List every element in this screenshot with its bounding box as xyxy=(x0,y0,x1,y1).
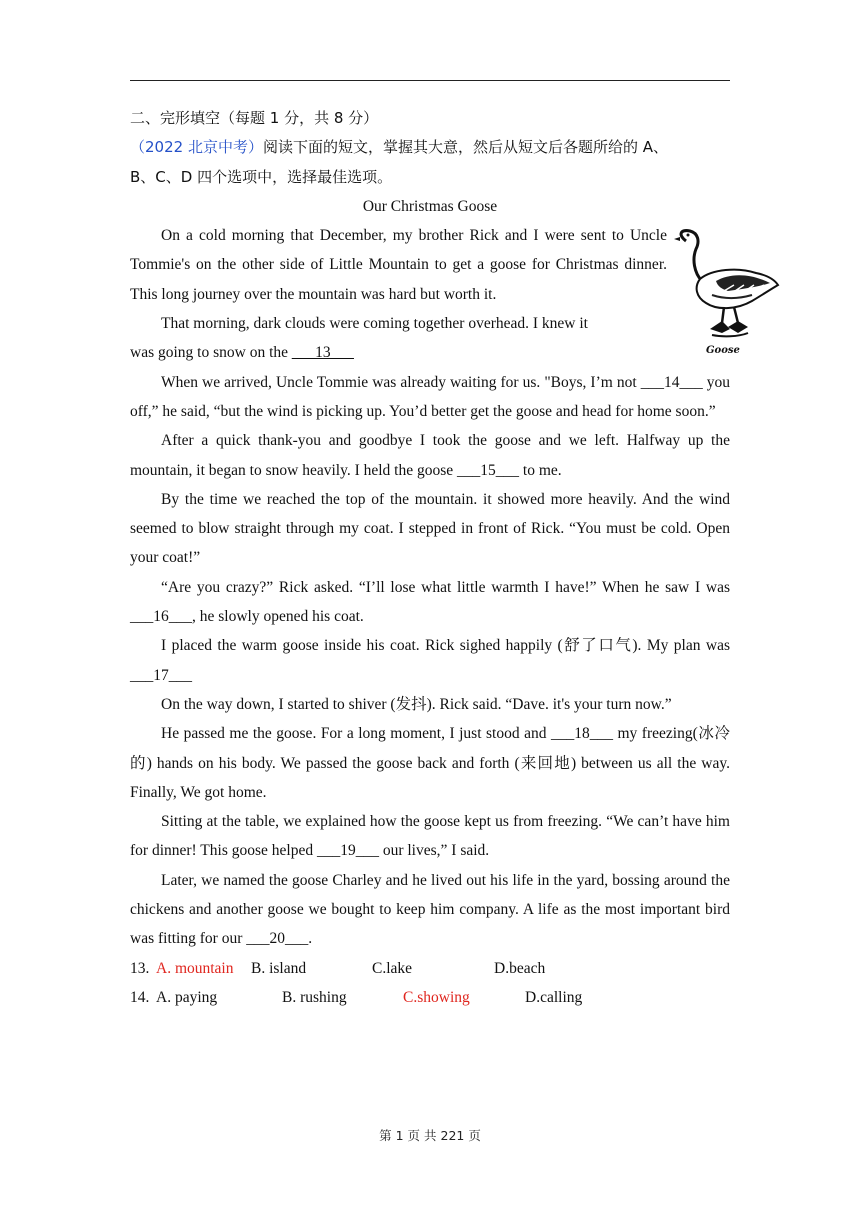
paragraph-2-prefix: was going to snow on the xyxy=(130,344,292,362)
goose-caption: Goose xyxy=(706,345,740,356)
paragraph-2-line-2 xyxy=(130,338,730,367)
question-14-number: 14. xyxy=(130,988,150,1006)
question-options xyxy=(130,954,730,1012)
document-body xyxy=(130,104,730,1012)
question-14-option-b: B. rushing xyxy=(282,988,347,1006)
paragraph-4: After a quick thank-you and goodbye I took the goose and we left. Halfway up the mountain, it began to snow heavily. I held the goose ___15___ to me. xyxy=(130,432,730,479)
question-13-option-c: C.lake xyxy=(372,959,413,977)
paragraph-9: He passed me the goose. For a long moment, I just stood and ___18___ my freezing(冰冷的) hands on his body. We passed the goose back and forth (来回地) between us all the way. Finally, We got home. xyxy=(130,725,730,801)
question-14-option-a: A. paying xyxy=(156,988,218,1006)
passage-title: Our Christmas Goose xyxy=(362,197,498,215)
instructions-text: 阅读下面的短文，掌握其大意，然后从短文后各题所给的 A、 xyxy=(262,138,668,157)
source-tag: （2022 北京中考） xyxy=(130,138,263,157)
section-heading: 二、完形填空（每题 1 分，共 8 分） xyxy=(130,109,379,127)
paragraph-1: On a cold morning that December, my brother Rick and I were sent to Uncle Tommie's on the other side of Little Mountain to get a goose for Christmas dinner. This long journey over the mountain was hard but worth it. xyxy=(130,227,667,303)
question-13-option-b: B. island xyxy=(251,959,307,977)
blank-13: ___13___ xyxy=(291,344,354,362)
question-13-option-d: D.beach xyxy=(494,959,546,977)
question-13-number: 13. xyxy=(130,959,150,977)
question-14-option-c: C.showing xyxy=(403,988,470,1006)
paragraph-5: By the time we reached the top of the mountain. it showed more heavily. And the wind seemed to blow straight through my coat. I stepped in front of Rick. “You must be cold. Open your coat!” xyxy=(130,490,730,567)
header-rule xyxy=(130,80,730,81)
question-13-option-a: A. mountain xyxy=(156,959,234,977)
paragraph-7: I placed the warm goose inside his coat. Rick sighed happily (舒了口气). My plan was ___17___ xyxy=(130,637,730,684)
page-footer: 第 1 页 共 221 页 xyxy=(379,1128,481,1143)
paragraph-8: On the way down, I started to shiver (发抖). Rick said. “Dave. it's your turn now.” xyxy=(161,695,672,713)
question-14-option-d: D.calling xyxy=(525,988,583,1006)
paragraph-11: Later, we named the goose Charley and he lived out his life in the yard, bossing around the chickens and another goose we bought to keep him company. A life as the most important bird was fitting for our ___20___. xyxy=(130,871,730,948)
paragraph-6: “Are you crazy?” Rick asked. “I’ll lose what little warmth I have!” When he saw I was ___16___, he slowly opened his coat. xyxy=(130,578,730,626)
paragraph-2: That morning, dark clouds were coming together overhead. I knew it xyxy=(161,315,588,333)
instructions-line-2: B、C、D 四个选项中，选择最佳选项。 xyxy=(130,167,393,186)
paragraph-3: When we arrived, Uncle Tommie was already waiting for us. "Boys, I’m not ___14___ you off,” he said, “but the wind is picking up. You’d better get the goose and head for home soon.” xyxy=(130,373,730,420)
paragraph-10: Sitting at the table, we explained how the goose kept us from freezing. “We can’t have him for dinner! This goose helped ___19___ our lives,” I said. xyxy=(130,813,730,860)
instructions-line-1 xyxy=(130,133,730,162)
